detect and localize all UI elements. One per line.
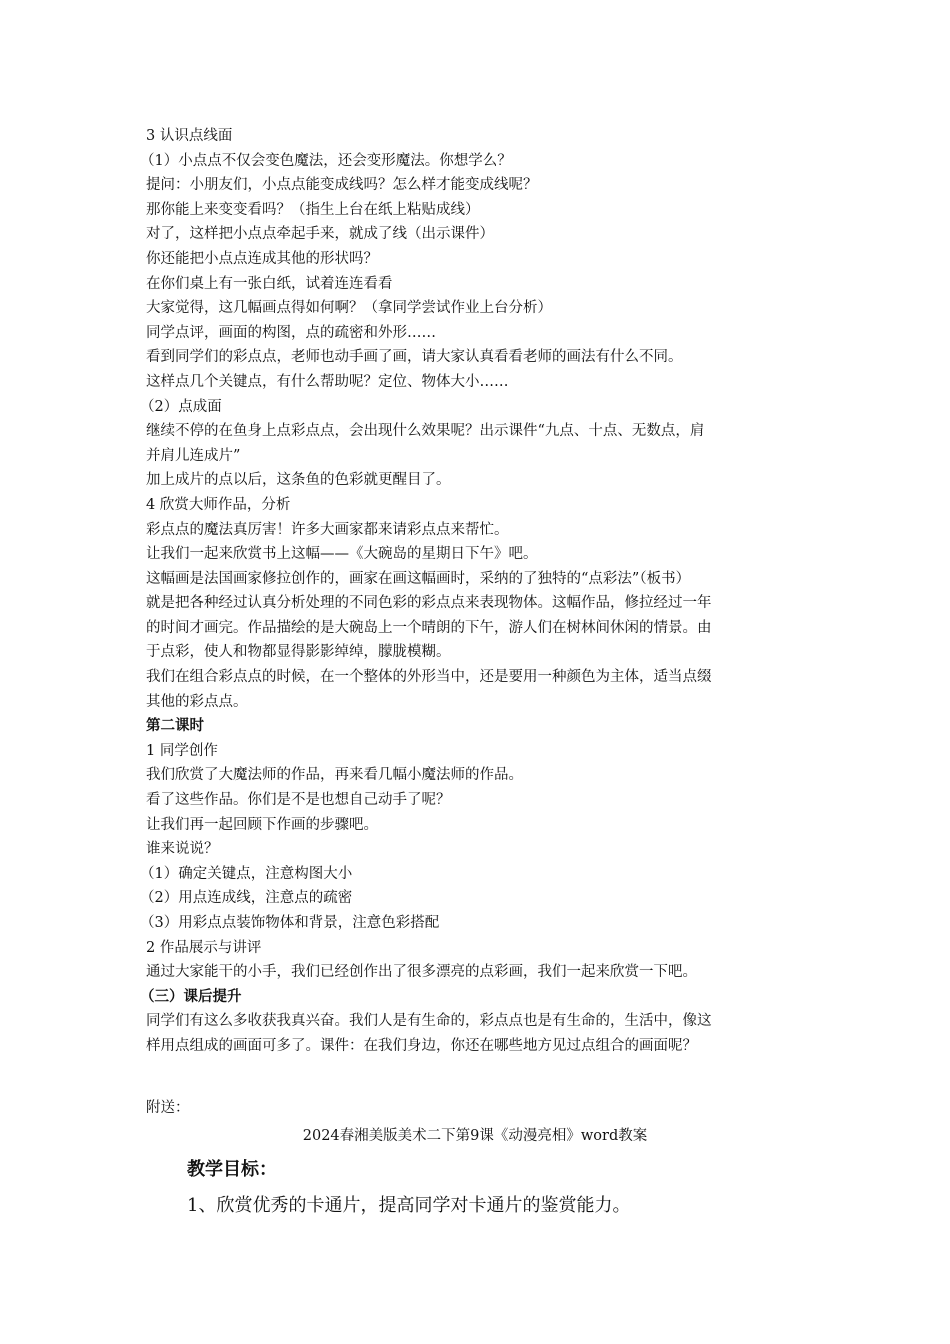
text-line: 这样点几个关键点，有什么帮助呢？定位、物体大小…… [146,373,509,390]
text-line: 我们在组合彩点点的时候，在一个整体的外形当中，还是要用一种颜色为主体，适当点缀 [146,669,712,686]
text-line: 就是把各种经过认真分析处理的不同色彩的彩点点来表现物体。这幅作品，修拉经过一年 [146,595,712,612]
text-line: （三）课后提升 [140,987,242,1005]
text-line: （1）小点点不仅会变色魔法，还会变形魔法。你想学么？ [140,152,512,169]
text-line: 加上成片的点以后，这条鱼的色彩就更醒目了。 [146,472,451,489]
text-line: 对了，这样把小点点牵起手来，就成了线（出示课件） [146,226,494,243]
text-line: 同学们有这么多收获我真兴奋。我们人是有生命的，彩点点也是有生命的，生活中，像这 [146,1013,712,1030]
lesson-body [140,124,816,1059]
objective-item: 1、欣赏优秀的卡通片，提高同学对卡通片的鉴赏能力。 [187,1195,631,1216]
text-line: 1 同学创作 [146,742,218,759]
text-line: 通过大家能干的小手，我们已经创作出了很多漂亮的点彩画，我们一起来欣赏一下吧。 [146,964,697,981]
text-line: 大家觉得，这几幅画点得如何啊？（拿同学尝试作业上台分析） [146,300,552,317]
text-line: 样用点组成的画面可多了。课件：在我们身边，你还在哪些地方见过点组合的画面呢？ [146,1037,697,1054]
text-line: 彩点点的魔法真厉害！许多大画家都来请彩点点来帮忙。 [146,521,509,538]
text-line: 让我们再一起回顾下作画的步骤吧。 [146,816,378,833]
text-line: 并肩儿连成片” [146,447,241,464]
text-line: 4 欣赏大师作品，分析 [146,496,291,513]
text-line: 这幅画是法国画家修拉创作的，画家在画这幅画时，采纳的了独特的“点彩法”（板书） [146,570,691,587]
text-line: 我们欣赏了大魔法师的作品，再来看几幅小魔法师的作品。 [146,767,523,784]
text-line: 其他的彩点点。 [146,693,248,710]
text-line: 继续不停的在鱼身上点彩点点，会出现什么效果呢？出示课件“九点、十点、无数点，肩 [146,423,705,440]
text-line: 提问：小朋友们，小点点能变成线吗？怎么样才能变成线呢？ [146,177,538,194]
text-line: 你还能把小点点连成其他的形状吗？ [146,250,378,267]
text-line: 的时间才画完。作品描绘的是大碗岛上一个晴朗的下午，游人们在树林间休闲的情景。由 [146,619,712,636]
text-line: 那你能上来变变看吗？（指生上台在纸上粘贴成线） [146,201,480,218]
text-line: 让我们一起来欣赏书上这幅——《大碗岛的星期日下午》吧。 [146,546,538,563]
text-line: 在你们桌上有一张白纸，试着连连看看 [146,275,393,292]
text-line: 看到同学们的彩点点，老师也动手画了画，请大家认真看看老师的画法有什么不同。 [146,349,683,366]
appendix-label: 附送： [146,1100,190,1116]
text-line: 同学点评，画面的构图，点的疏密和外形…… [146,324,436,341]
text-line: （1）确定关键点，注意构图大小 [140,865,353,882]
text-line: 第二课时 [146,717,204,735]
text-line: （2）用点连成线，注意点的疏密 [140,890,353,907]
document-title: 2024春湘美版美术二下第9课《动漫亮相》word教案 [302,1128,648,1144]
section-heading-objectives: 教学目标： [187,1159,277,1180]
text-line: 谁来说说？ [146,841,219,858]
text-line: 3 认识点线面 [146,128,233,144]
text-line: 看了这些作品。你们是不是也想自己动手了呢？ [146,792,451,809]
text-line: 于点彩，使人和物都显得影影绰绰，朦胧模糊。 [146,644,451,661]
text-line: 2 作品展示与讲评 [146,939,262,956]
text-line: （2）点成面 [140,398,222,415]
text-line: （3）用彩点点装饰物体和背景，注意色彩搭配 [140,915,440,931]
